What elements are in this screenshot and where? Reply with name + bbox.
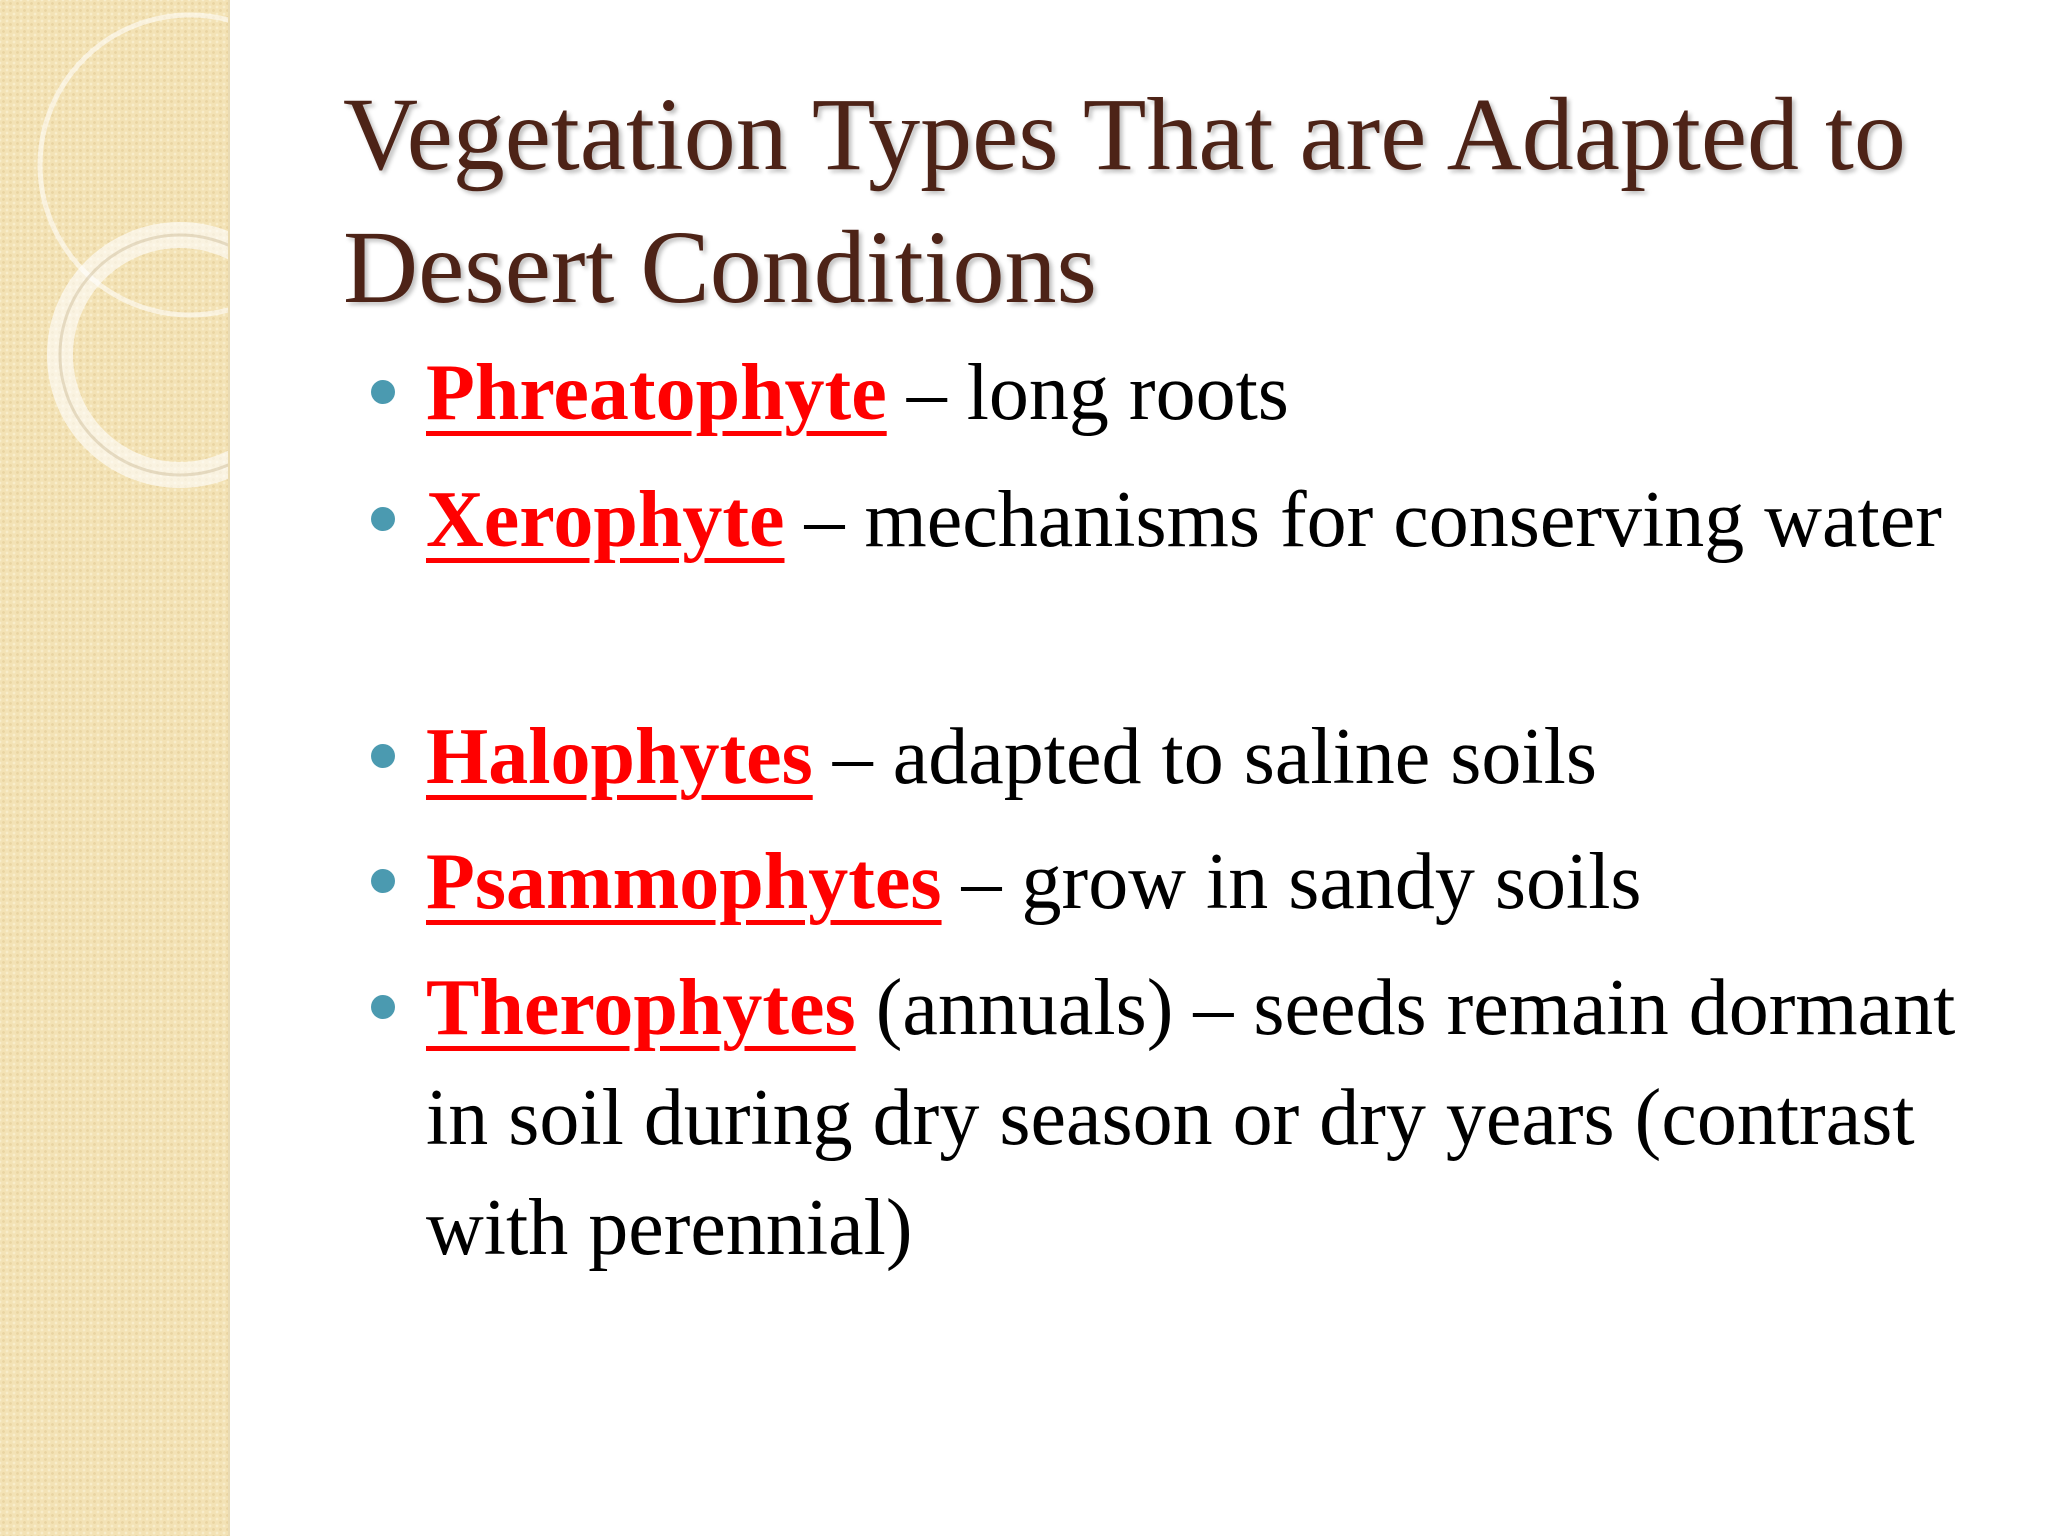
description-halophytes: – adapted to saline soils: [812, 713, 1598, 801]
term-xerophyte: Xerophyte: [426, 476, 785, 564]
description-phreatophyte: – long roots: [886, 349, 1289, 437]
bullet-dot-icon: [371, 869, 395, 893]
bullet-dot-icon: [371, 995, 395, 1019]
description-xerophyte: – mechanisms for conserving water: [784, 476, 1942, 564]
bullet-item-psammophytes: [426, 827, 2006, 937]
bullet-item-xerophyte: [426, 465, 2006, 575]
description-therophytes: (annuals) – seeds remain dormant in soil during dry season or dry years (contrast with perennial): [426, 964, 1956, 1272]
bullet-item-halophytes: [426, 702, 2006, 812]
description-psammophytes: – grow in sandy soils: [941, 838, 1642, 926]
bullet-dot-icon: [371, 744, 395, 768]
bullet-item-phreatophyte: [426, 338, 2006, 448]
bullet-item-therophytes: [426, 953, 2006, 1283]
slide-title: Vegetation Types That are Adapted to Desert Conditions: [343, 77, 1906, 325]
bullet-dot-icon: [371, 507, 395, 531]
term-halophytes: Halophytes: [426, 713, 813, 801]
term-psammophytes: Psammophytes: [426, 838, 942, 926]
term-phreatophyte: Phreatophyte: [426, 349, 887, 437]
bullet-dot-icon: [371, 380, 395, 404]
term-therophytes: Therophytes: [426, 964, 856, 1052]
